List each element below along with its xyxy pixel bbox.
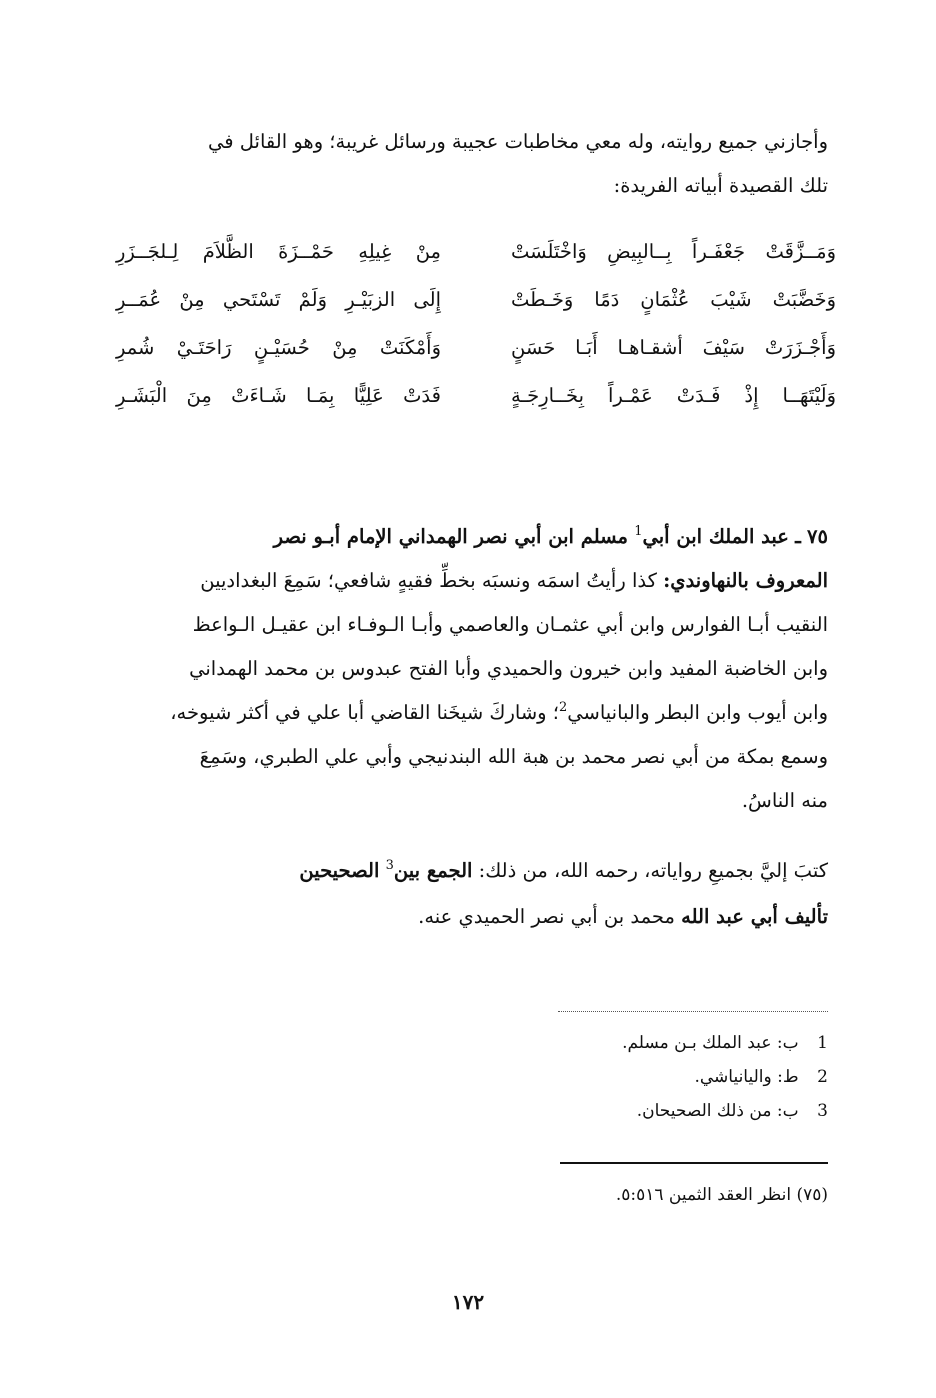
entry-line [108, 559, 828, 603]
entry-line [108, 691, 828, 735]
verse-second-hemistich: إِلَى الزبَيْـرِ وَلَمْ تَسْتَحي مِنْ عُمَــرِ [116, 288, 441, 311]
intro-line: تلك القصيدة أبياته الفريدة: [613, 174, 828, 197]
entry-dash: ـ [795, 525, 801, 548]
book-title: الجمع بين [393, 859, 473, 882]
footnote-ref-3[interactable]: 3 [385, 858, 394, 873]
entry-name-known-as: المعروف بالنهاوندي: [663, 569, 828, 592]
poem-verse [116, 236, 836, 284]
entry-line: النقيب أبـا الفوارس وابن أبي عثمـان والعاصمي وأبـا الـوفـاء ابن عقيـل الـواعظ [192, 613, 828, 636]
footnote-number: 1 [817, 1033, 828, 1053]
verse-second-hemistich: فَدَتْ عَلِيًّا بِمَـا شَـاءَتْ مِنَ الْبَشَـرِ [116, 384, 441, 407]
footnote-ref-1[interactable]: 1 [634, 524, 643, 539]
footnote [428, 1060, 828, 1094]
footnote-number: 2 [817, 1067, 828, 1087]
footnotes [428, 1026, 828, 1128]
footnote-number: 3 [817, 1101, 828, 1121]
footnote-text: ب: عبد الملك بـن مسلم. [622, 1033, 799, 1053]
footnote-text: ب: من ذلك الصحيحان. [636, 1101, 799, 1121]
entry-heading-line [108, 515, 828, 559]
footnote-divider [558, 1011, 828, 1012]
page-number: ١٧٢ [451, 1290, 485, 1314]
entry-text: كذا رأيتُ اسمَه ونسبَه بخطِّ فقيهٍ شافعي؛ سَمِعَ البغداديين [200, 569, 657, 592]
poem-verse [116, 332, 836, 380]
verse-first-hemistich: وَخَضَّبَتْ شَيْبَ عُثْمَانٍ دَمًا وَخَـطَتْ [511, 288, 836, 311]
entry-line: منه الناسُ. [741, 789, 828, 812]
author-label: تأليف أبي عبد الله [681, 905, 828, 928]
intro-paragraph [108, 120, 828, 208]
footnote-ref-2[interactable]: 2 [558, 700, 568, 715]
intro-line: وأجازني جميع روايته، وله معي مخاطبات عجيبة ورسائل غريبة؛ وهو القائل في [208, 130, 828, 153]
poem-verse [116, 380, 836, 428]
entry-name: عبد الملك ابن أبي [642, 525, 789, 548]
footnote [428, 1094, 828, 1128]
closing-line [108, 848, 828, 894]
closing-paragraph [108, 848, 828, 940]
poem-verse [116, 284, 836, 332]
verse-first-hemistich: وَمَــزَّقَتْ جَعْفَـراً بِــالبِيضِ وَاخْتَلَسَتْ [511, 240, 836, 263]
entry-text: وابن أيوب وابن البطر والبانياسي [567, 701, 828, 724]
biography-entry [108, 515, 828, 823]
verse-second-hemistich: مِنْ غِيلِهِ حَمْــزَةَ الظَّلاَمَ لِـلجَــزَرِ [116, 240, 441, 263]
book-title-continued: الصحيحين [299, 859, 380, 882]
closing-text: محمد بن أبي نصر الحميدي عنه. [418, 905, 675, 928]
source-divider [560, 1162, 828, 1164]
entry-text: ؛ وشاركَ شيخَنا القاضي أبا علي في أكثر شيوخه، [170, 701, 559, 724]
footnote [428, 1026, 828, 1060]
verse-first-hemistich: وَأَجْـزَرَتْ سَيْفَ أشقـاهـا أَبَـا حَسَنٍ [511, 336, 836, 359]
entry-name-continued: مسلم ابن أبي نصر الهمداني الإمام أبـو نصر [273, 525, 628, 548]
verse-first-hemistich: وَلَيْتَهَــا إِذْ فَـدَتْ عَمْـراً بِخَــارِجَـةٍ [511, 384, 836, 407]
entry-line: وابن الخاضبة المفيد وابن خيرون والحميدي وأبا الفتح عبدوس بن محمد الهمداني [189, 657, 828, 680]
closing-line [108, 894, 828, 940]
poem [116, 236, 836, 428]
entry-number: ٧٥ [807, 525, 828, 548]
entry-line: وسمع بمكة من أبي نصر محمد بن هبة الله البندنيجي وأبي علي الطبري، وسَمِعَ [199, 745, 828, 768]
source-note: (٧٥) انظر العقد الثمين ٥:٥١٦. [615, 1185, 828, 1205]
closing-text: كتبَ إليَّ بجميعِ رواياته، رحمه الله، من ذلك: [478, 859, 828, 882]
verse-second-hemistich: وَأَمْكَنَتْ مِنْ حُسَيْـنٍ رَاحَتَـيْ شُمرِ [116, 336, 441, 359]
footnote-text: ط: واليانياشي. [694, 1067, 799, 1087]
